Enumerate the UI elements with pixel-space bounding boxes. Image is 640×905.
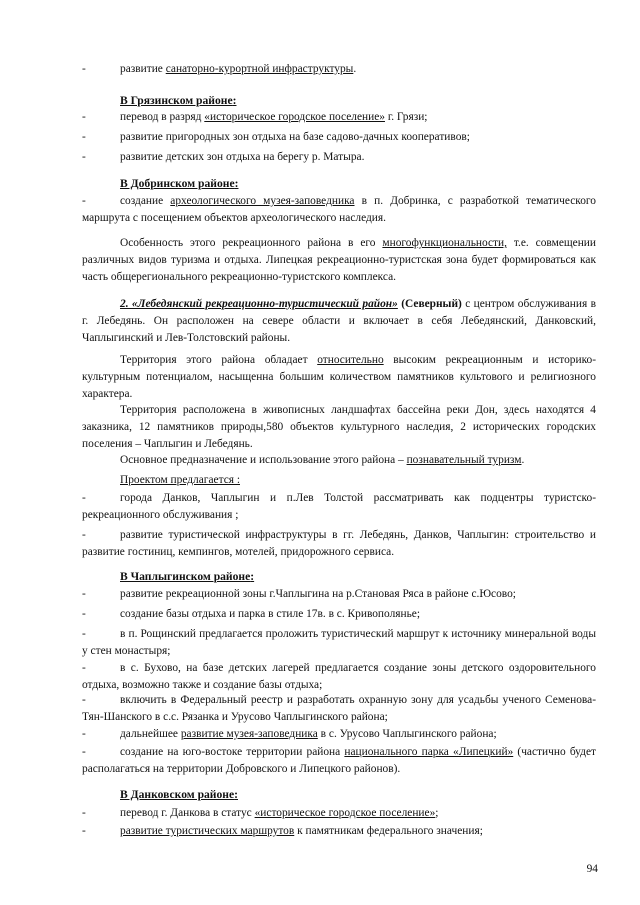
paragraph-feature: Особенность этого рекреационного района в его многофункциональности, т.е. совмещении различных видов туризма и отдыха. Липецкая рекреационно-туристская зона будет формироваться как часть общерегионального рекреационно-туристского комплекса. <box>82 237 596 283</box>
list-item: - в п. Рощинский предлагается проложить туристический маршрут к источнику минеральной воды у стен монастыря; <box>82 628 596 657</box>
list-item: - перевод в разряд «историческое городское поселение» г. Грязи; <box>82 111 428 123</box>
project-heading: Проектом предлагается : <box>120 474 240 486</box>
list-item: - в с. Бухово, на базе детских лагерей предлагается создание зоны детского оздоровительного отдыха, возможно также и создание базы отдыха; <box>82 662 596 691</box>
list-item: - развитие санаторно-курортной инфраструктуры. <box>82 61 596 78</box>
section-heading-dankov: В Данковском районе: <box>120 788 238 801</box>
list-item: - развитие пригородных зон отдыха на базе садово-дачных кооперативов; <box>82 131 470 143</box>
list-item: - дальнейшее развитие музея-заповедника в с. Урусово Чаплыгинского района; <box>82 728 497 740</box>
list-item: - создание базы отдыха и парка в стиле 17в. в с. Кривополянье; <box>82 608 421 620</box>
list-item: - развитие туристических маршрутов к памятникам федерального значения; <box>82 825 483 837</box>
list-item: - перевод г. Данкова в статус «историческое городское поселение»; <box>82 807 439 819</box>
paragraph-lebedyan: 2. «Лебедянский рекреационно-туристический район» (Северный) с центром обслуживания в г. Лебедянь. Он расположен на севере области и включает в себя Лебедянский, Данковский, Чаплыгинский и Лев-Толстовский районы. <box>82 298 597 344</box>
bullet-dash: - <box>82 63 86 75</box>
paragraph-territory-2: Территория расположена в живописных ландшафтах бассейна реки Дон, здесь находятся 4 заказника, 12 памятников природы,580 объектов культурного наследия, 2 исторических городских поселения – Чаплыгин и Лебедянь. <box>82 404 596 450</box>
page-number: 94 <box>586 863 598 875</box>
list-item: - развитие рекреационной зоны г.Чаплыгина на р.Становая Ряса в районе с.Юсово; <box>82 588 516 600</box>
list-item: - города Данков, Чаплыгин и п.Лев Толстой рассматривать как подцентры туристско-рекреационного обслуживания ; <box>82 492 596 521</box>
list-item: - включить в Федеральный реестр и разработать охранную зону для усадьбы ученого Семенова-Тян-Шанского в с.с. Рязанка и Урусово Чаплыгинского района; <box>82 694 596 723</box>
list-item: - развитие детских зон отдыха на берегу р. Матыра. <box>82 151 365 163</box>
paragraph-purpose: Основное предназначение и использование этого района – познавательный туризм. <box>120 454 525 466</box>
section-heading-dobrinka: В Добринском районе: <box>120 177 239 190</box>
section-heading-chaplygin: В Чаплыгинском районе: <box>120 570 255 583</box>
paragraph-territory-1: Территория этого района обладает относительно высоким рекреационным и историко-культурным потенциалом, насыщенна большим количеством памятников культового и религиозного характера. <box>82 354 597 400</box>
section-heading-gryazi: В Грязинском районе: <box>120 94 237 107</box>
list-item: - создание археологического музея-заповедника в п. Добринка, с разработкой тематического маршрута с посещением объектов археологического наследия. <box>82 195 596 224</box>
list-item: - создание на юго-востоке территории района национального парка «Липецкий» (частично будет располагаться на территории Добровского и Липецкого районов). <box>82 746 596 775</box>
list-item: - развитие туристической инфраструктуры в гг. Лебедянь, Данков, Чаплыгин: строительство и развитие гостиниц, кемпингов, мотелей, придорожного сервиса. <box>82 529 596 558</box>
